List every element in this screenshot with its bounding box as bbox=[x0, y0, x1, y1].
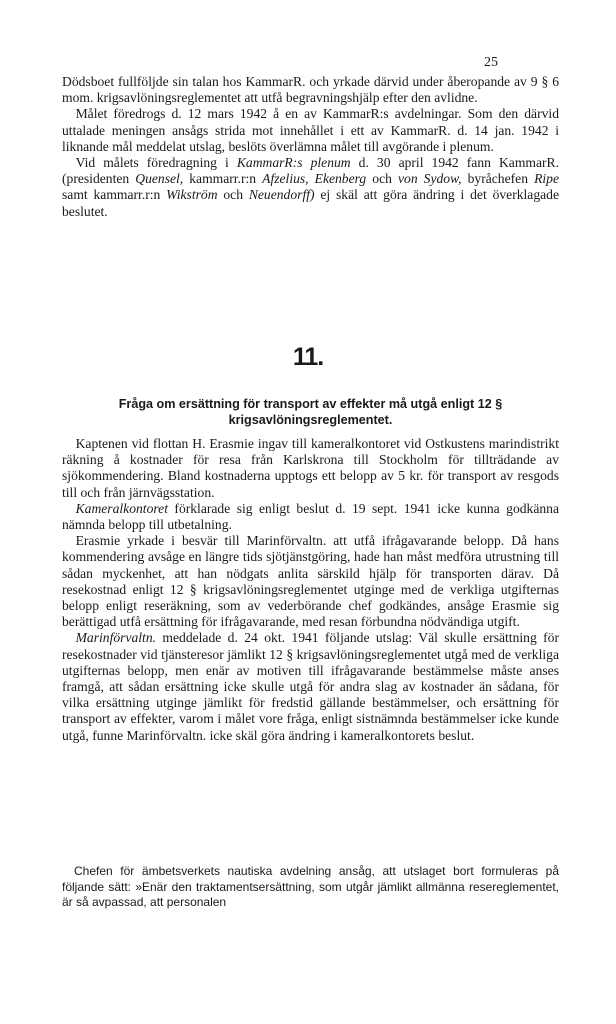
paragraph: Marinförvaltn. meddelade d. 24 okt. 1941 följande utslag: Väl skulle ersättning för resekostnader vid tjänsteresor jämlikt 12 § krigsavlöningsreglementet utgå med de verkliga utgifternas belopp, men enär av motiven till ifrågavarande bestämmelse måste anses framgå, att sådan ersättning icke skulle utgå för andra slag av kostnader än sådana, för vilka ersättning utginge jämlikt för fredstid gällande bestämmelser, och ersättning för transport av effekter, varom i målet vore fråga, enligt sistnämnda bestämmelser icke kunde utgå, funne Marinförvaltn. icke skäl göra ändring i kameralkontorets beslut. bbox=[62, 630, 559, 743]
paragraph: Dödsboet fullföljde sin talan hos KammarR. och yrkade därvid under åberopande av 9 § 6 mom. krigsavlöningsreglementet att utfå begravningshjälp efter den avlidne. bbox=[62, 74, 559, 106]
paragraph: Kaptenen vid flottan H. Erasmie ingav till kameralkontoret vid Ostkustens marindistrikt räkning å kostnader för resa från Karlskrona till Stockholm för tillträdande av sjökommendering. Bland kostnaderna upptogs ett belopp av 5 kr. för transport av resgods till och från järnvägsstation. bbox=[62, 436, 559, 500]
paragraph: Vid målets föredragning i KammarR:s plenum d. 30 april 1942 fann KammarR. (presidenten Quensel, kammarr.r:n Afzelius, Ekenberg och von Sydow, byråchefen Ripe samt kammarr.r:n Wikström och Neuendorff) ej skäl att göra ändring i det överklagade beslutet. bbox=[62, 155, 559, 219]
section-11-text bbox=[62, 436, 559, 744]
paragraph: Chefen för ämbetsverkets nautiska avdelning ansåg, att utslaget bort formuleras på följande sätt: »Enär den traktamentsersättning, som utgår jämlikt allmänna resereglementet, är så avpassad, att personalen bbox=[62, 864, 559, 909]
dissent-note bbox=[62, 864, 559, 911]
section-heading: Fråga om ersättning för transport av effekter må utgå enligt 12 § krigsavlöningsreglementet. bbox=[118, 397, 503, 427]
section-number: 11. bbox=[292, 343, 324, 371]
section-10-text bbox=[62, 74, 559, 220]
page-number: 25 bbox=[484, 55, 498, 70]
paragraph: Målet föredrogs d. 12 mars 1942 å en av KammarR:s avdelningar. Som den därvid uttalade meningen ansågs strida mot innehållet i ett av KammarR. d. 14 jan. 1942 i liknande mål meddelat utslag, beslöts överlämna målet till avgörande i plenum. bbox=[62, 106, 559, 154]
paragraph: Kameralkontoret förklarade sig enligt beslut d. 19 sept. 1941 icke kunna godkänna nämnda belopp till utbetalning. bbox=[62, 500, 559, 533]
paragraph: Erasmie yrkade i besvär till Marinförvaltn. att utfå ifrågavarande belopp. Då hans kommendering avsåge en längre tids sjötjänstgöring, hade han måst medföra utrustning till sådan myckenhet, att han nödgats anlita särskild hjälp för transporten därav. Då resekostnad enligt 12 § krigsavlöningsreglementet utginge med de verkliga utgifternas belopp enligt reseräkning, som av vederbörande chef godkändes, ansåge Erasmie sig berättigad utfå ersättning för ifrågavarande, med resan förbundna nödvändiga utgift. bbox=[62, 533, 559, 630]
